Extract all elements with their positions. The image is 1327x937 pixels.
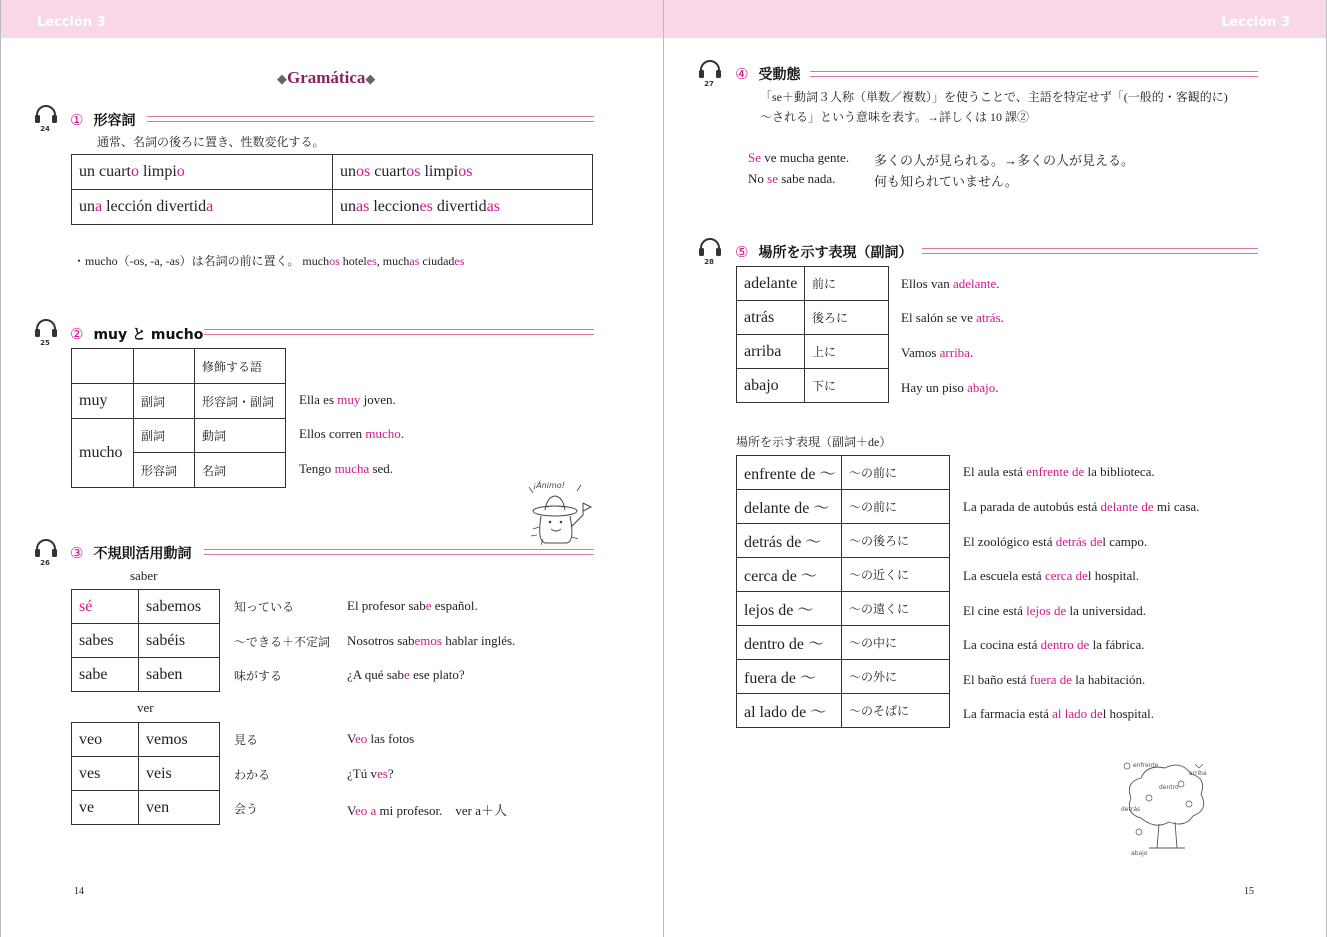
table-cell: sabe [72,658,139,692]
example-sentence [963,499,1199,515]
table-row [72,190,593,225]
example-highlight: emos [414,633,442,648]
example-sentence [299,461,393,477]
example-sentence [347,633,515,649]
table-cell: 後ろに [805,301,889,335]
example-sentence [963,672,1145,688]
table-cell: enfrente de ～ [737,456,842,490]
example-highlight: a [370,803,377,818]
table-cell: ven [139,791,220,825]
subsection-label: 場所を示す表現（副詞＋de） [736,435,892,449]
example-text: la habitación. [1072,672,1146,687]
example-sentence [347,766,394,782]
example-highlight: muy [337,392,361,407]
example-text: Nosotros sab [347,633,415,648]
audio-track-26[interactable] [34,538,58,567]
meaning-text: 見る [234,733,259,747]
table-row [737,592,950,626]
audio-track-number: 26 [40,559,50,567]
table-cell: saben [139,658,220,692]
example-text: las fotos [367,731,415,746]
table-row [737,335,889,369]
audio-track-number: 24 [40,125,50,133]
example-sentence [901,276,1000,292]
table-cell: ～の中に [842,626,950,660]
example-sentence [299,392,396,408]
table-row [737,369,889,403]
header-band [1,0,663,38]
headphones-icon [34,538,58,558]
example-highlight: abajo [967,380,996,395]
example-sentence [901,380,999,396]
table-cell: delante de ～ [737,490,842,524]
example-highlight: delante de [1100,499,1154,514]
table-row [72,723,220,757]
ver-conjugation-table [71,722,220,825]
table-cell: veis [139,757,220,791]
example-sentence [963,706,1154,722]
table-cell: adelante [737,267,805,301]
tree-illustration [1119,758,1214,868]
section-description: 「se＋動詞３人称（単数／複数）」を使うことで、主語を特定せず「(一般的・客観的に) [760,90,1228,104]
table-cell: fuera de ～ [737,660,842,694]
table-cell: atrás [737,301,805,335]
example-sentence [901,310,1004,326]
section-rule [922,248,1258,254]
example-text: Ellos van [901,276,953,291]
tree-label: detrás [1121,806,1141,813]
example-text: Tengo [299,461,335,476]
table-cell: ～の後ろに [842,524,950,558]
example-text: Hay un piso [901,380,968,395]
table-cell: 形容詞 [134,453,195,488]
table-cell: lejos de ～ [737,592,842,626]
table-row [72,384,286,419]
example-highlight: Se [748,150,761,165]
audio-track-24[interactable] [34,104,58,133]
headphones-icon [34,104,58,124]
example-highlight: cerca de [1044,568,1088,583]
cactus-illustration [523,479,597,554]
note-text: ・mucho（-os, -a, -as）は名詞の前に置く。 [73,254,303,268]
table-cell: al lado de ～ [737,694,842,728]
page-title [277,68,375,88]
example-sentence [963,534,1147,550]
section-title: muy と mucho [93,327,204,343]
example-sentence [347,598,478,614]
example-highlight: al lado de [1052,706,1103,721]
example-highlight: lejos de [1026,603,1067,618]
example-text: . [400,426,405,441]
tree-label: enfrente [1133,762,1159,769]
example-text: Ella es [299,392,338,407]
illustration-caption: ¡Ánimo! [533,481,565,490]
page-number: 15 [1244,886,1254,897]
example-text: . [996,276,1000,291]
headphones-icon [698,59,722,79]
lesson-label: Lección 3 [1221,15,1290,30]
example-text: . [969,345,974,360]
example-sentence [347,731,414,747]
table-cell: 上に [805,335,889,369]
table-cell: cerca de ～ [737,558,842,592]
example-sentence [748,150,849,166]
example-highlight: enfrente de [1026,464,1085,479]
example-sentence [299,426,404,442]
example-text: ese plato? [409,667,465,682]
place-adverb-table [736,266,889,403]
header-band [664,0,1326,38]
section-description: 通常、名詞の後ろに置き、性数変化する。 [97,135,325,149]
example-text: l campo. [1102,534,1148,549]
meaning-text: ～できる＋不定詞 [234,635,331,649]
example-text: ¿Tú v [347,766,377,781]
headphones-icon [698,237,722,257]
note-text: much [302,254,330,268]
example-sentence [963,568,1139,584]
example-text: joven. [360,392,396,407]
example-text: La farmacia está [963,706,1053,721]
example-text: ? [387,766,394,781]
section-number: ④ [735,65,749,83]
example-sentence [963,637,1145,653]
example-highlight: e [425,598,432,613]
table-row [737,524,950,558]
example-highlight: adelante [953,276,997,291]
example-text: ve mucha gente. [761,150,850,165]
table-row [72,419,286,453]
audio-track-27[interactable] [698,59,722,88]
section-rule [204,329,594,335]
example-text: El baño está [963,672,1030,687]
example-text: ¿A qué sab [347,667,405,682]
table-cell: muy [72,384,134,419]
example-sentence [963,464,1155,480]
section-2-heading [70,324,203,344]
table-row [737,301,889,335]
example-text: la fábrica. [1089,637,1145,652]
note-text: hotel [339,254,367,268]
table-cell: 下に [805,369,889,403]
example-sentence [347,667,465,683]
adjective-agreement-table [71,154,593,225]
table-row [72,349,286,384]
example-highlight: atrás [976,310,1001,325]
table-cell: ～の外に [842,660,950,694]
meaning-text: 知っている [234,600,295,614]
table-row [72,757,220,791]
example-translation: 多くの人が見られる。→多くの人が見える。 [874,153,1135,168]
note-ending: as [409,254,420,268]
example-sentence [748,171,835,187]
example-text: hablar inglés. [441,633,516,648]
example-text: l hospital. [1087,568,1140,583]
note-ending: es [454,254,465,268]
section-number: ② [70,325,84,343]
example-text: la universidad. [1066,603,1147,618]
meaning-text: わかる [234,768,271,782]
example-text: mi casa. [1153,499,1200,514]
note-text: , much [376,254,410,268]
section-title: 場所を示す表現（副詞） [758,245,913,261]
example-highlight: eo [354,731,368,746]
example-highlight: arriba [939,345,970,360]
table-cell: mucho [72,419,134,488]
table-cell: arriba [737,335,805,369]
example-highlight: eo [354,803,368,818]
tree-label: abajo [1131,850,1148,857]
table-cell: unos cuartos limpios [333,155,593,190]
table-cell: sabemos [139,590,220,624]
example-text: sed. [369,461,394,476]
note-ending: os [329,254,340,268]
diamond-icon: ◆ [277,71,287,86]
headphones-icon [34,318,58,338]
example-text: la biblioteca. [1084,464,1155,479]
table-cell [134,349,195,384]
example-highlight: dentro de [1040,637,1090,652]
example-text: La cocina está [963,637,1041,652]
table-cell: una lección divertida [72,190,333,225]
example-text: La escuela está [963,568,1045,583]
table-row [72,791,220,825]
section-4-heading [735,64,800,84]
meaning-text: 味がする [234,669,283,683]
table-row [737,660,950,694]
example-text: El cine está [963,603,1027,618]
table-cell: 名詞 [195,453,286,488]
example-sentence [347,800,507,819]
section-3-heading [70,543,191,563]
audio-track-number: 27 [704,80,714,88]
table-row [737,267,889,301]
table-cell: ～のそばに [842,694,950,728]
example-highlight: es [376,766,388,781]
table-cell: veo [72,723,139,757]
table-cell: 動詞 [195,419,286,453]
table-row [72,155,593,190]
section-title: 形容詞 [93,113,136,129]
tree-label: arriba [1189,770,1207,777]
table-row [72,590,220,624]
example-text: El profesor sab [347,598,426,613]
table-cell: sé [72,590,139,624]
example-highlight: se [767,171,778,186]
section-rule [810,71,1258,77]
example-highlight: mucha [334,461,370,476]
example-highlight: mucho [365,426,401,441]
table-row [737,558,950,592]
table-cell: un cuarto limpio [72,155,333,190]
table-cell: unas lecciones divertidas [333,190,593,225]
example-sentence [901,345,973,361]
table-row [737,694,950,728]
page-title-text: Gramática [287,68,366,87]
example-text: No [748,171,768,186]
table-cell: ～の前に [842,490,950,524]
lesson-label: Lección 3 [37,15,106,30]
example-text: El zoológico está [963,534,1056,549]
example-translation: 何も知られていません。 [874,174,1018,189]
table-cell: ve [72,791,139,825]
table-row [737,456,950,490]
example-text: El aula está [963,464,1027,479]
table-cell [72,349,134,384]
mucho-note [73,252,464,269]
meaning-text: 会う [234,802,259,816]
section-number: ③ [70,544,84,562]
section-number: ⑤ [735,243,749,261]
section-rule [147,116,594,122]
verb-label-saber: saber [130,568,158,583]
example-highlight: fuera de [1029,672,1073,687]
table-cell: ves [72,757,139,791]
tree-label: dentro [1159,784,1179,791]
audio-track-25[interactable] [34,318,58,347]
table-header-cell: 修飾する語 [195,349,286,384]
example-highlight: detrás de [1055,534,1103,549]
example-text: . [1000,310,1004,325]
right-page [664,0,1327,937]
section-5-heading [735,242,912,262]
example-sentence [963,603,1146,619]
table-cell: ～の近くに [842,558,950,592]
example-text: sabe nada. [777,171,836,186]
muy-mucho-table [71,348,286,488]
table-row [72,658,220,692]
table-cell: ～の前に [842,456,950,490]
note-ending: es [366,254,377,268]
example-text: El salón se ve [901,310,977,325]
audio-track-number: 25 [40,339,50,347]
example-text: Ellos corren [299,426,366,441]
section-1-heading [70,110,135,130]
table-cell: 形容詞・副詞 [195,384,286,419]
section-title: 不規則活用動詞 [93,546,192,562]
section-rule [204,549,594,555]
table-cell: detrás de ～ [737,524,842,558]
example-text: Vamos [901,345,940,360]
example-text: español. [431,598,478,613]
audio-track-28[interactable] [698,237,722,266]
table-cell: sabes [72,624,139,658]
example-highlight: e [404,667,410,682]
note-text: ciudad [419,254,455,268]
example-text: l hospital. [1102,706,1154,721]
table-cell: 前に [805,267,889,301]
table-cell: abajo [737,369,805,403]
example-text: V [347,803,355,818]
table-cell: sabéis [139,624,220,658]
section-title: 受動態 [758,67,801,83]
example-text: . [995,380,999,395]
diamond-icon: ◆ [365,71,376,86]
table-row [72,624,220,658]
example-text: La parada de autobús está [963,499,1101,514]
table-cell: vemos [139,723,220,757]
verb-label-ver: ver [137,700,154,715]
page-number: 14 [74,886,84,897]
table-cell: 副詞 [134,419,195,453]
section-number: ① [70,111,84,129]
section-description: ～される」という意味を表す。→詳しくは 10 課② [760,110,1030,124]
place-adverb-de-table [736,455,950,728]
table-cell: 副詞 [134,384,195,419]
table-cell: ～の遠くに [842,592,950,626]
audio-track-number: 28 [704,258,714,266]
saber-conjugation-table [71,589,220,692]
table-row [737,490,950,524]
table-cell: dentro de ～ [737,626,842,660]
table-row [737,626,950,660]
example-text: mi profesor. ver a＋人 [376,803,507,818]
example-text: V [347,731,355,746]
